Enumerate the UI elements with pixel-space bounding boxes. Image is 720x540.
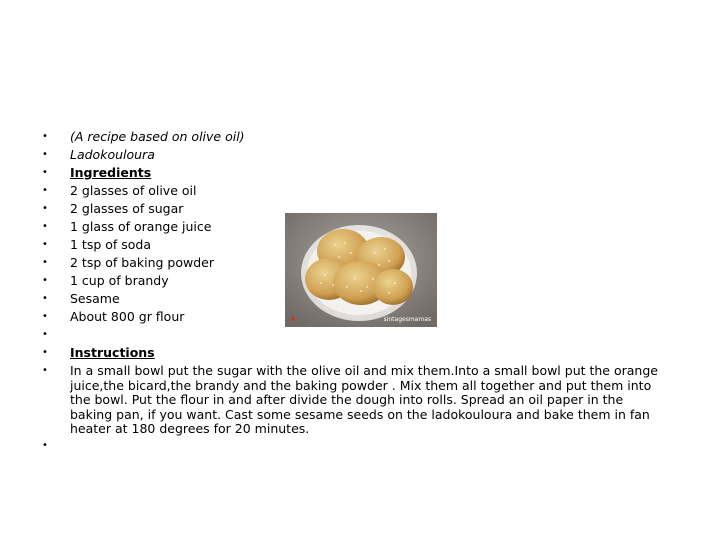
- instructions-item: [40, 362, 660, 437]
- bullet-icon: •: [42, 131, 48, 142]
- bullet-icon: •: [42, 311, 48, 322]
- ingredient-text: Sesame: [70, 291, 120, 306]
- bullet-icon: •: [42, 221, 48, 232]
- ingredients-heading: Ingredients: [70, 165, 152, 180]
- bullet-icon: •: [42, 239, 48, 250]
- bullet-icon: •: [42, 365, 48, 376]
- list-item: [40, 344, 660, 362]
- ingredient-item: [40, 182, 660, 200]
- bullet-icon: •: [42, 185, 48, 196]
- empty-list-item: [40, 326, 660, 344]
- bullet-icon: •: [42, 149, 48, 160]
- bullet-icon: •: [42, 257, 48, 268]
- bullet-icon: •: [42, 329, 48, 340]
- recipe-title: Ladokouloura: [70, 147, 155, 162]
- instructions-heading: Instructions: [70, 345, 155, 360]
- bullet-icon: •: [42, 167, 48, 178]
- bullet-icon: •: [42, 347, 48, 358]
- bullet-icon: •: [42, 293, 48, 304]
- photo-watermark: sintagesmamas: [383, 316, 431, 323]
- list-item: [40, 164, 660, 182]
- bullet-icon: •: [42, 440, 48, 451]
- bullet-icon: •: [42, 275, 48, 286]
- cookies-photo: [285, 213, 437, 327]
- ingredient-text: About 800 gr flour: [70, 309, 185, 324]
- bullet-icon: •: [42, 203, 48, 214]
- instructions-text: In a small bowl put the sugar with the olive oil and mix them.Into a small bowl put the orange juice,the bicard,the brandy and the baking powder . Mix them all together and put them into the bowl. Put the flour in and after divide the dough into rolls. Spread an oil paper in the baking pan, if you want. Cast some sesame seeds on the ladokouloura and bake them in fan heater at 180 degrees for 20 minutes.: [70, 363, 658, 436]
- list-item: [40, 128, 660, 146]
- ingredient-text: 2 tsp of baking powder: [70, 255, 214, 270]
- ingredient-text: 1 glass of orange juice: [70, 219, 212, 234]
- ingredient-text: 1 tsp of soda: [70, 237, 152, 252]
- recipe-note: (A recipe based on olive oil): [70, 129, 245, 144]
- cookies-bowl-illustration: [285, 213, 437, 327]
- ingredient-text: 2 glasses of sugar: [70, 201, 184, 216]
- ingredient-text: 2 glasses of olive oil: [70, 183, 197, 198]
- list-item: [40, 146, 660, 164]
- ingredient-text: 1 cup of brandy: [70, 273, 169, 288]
